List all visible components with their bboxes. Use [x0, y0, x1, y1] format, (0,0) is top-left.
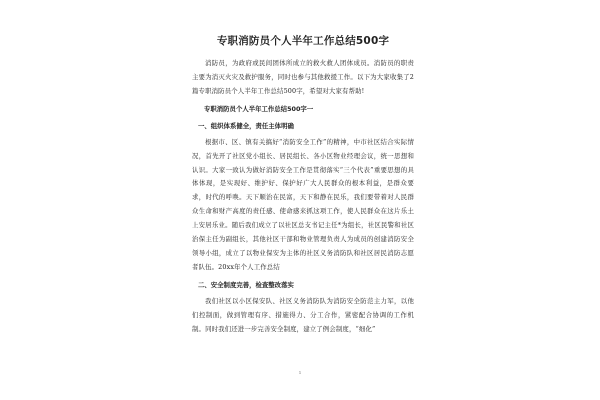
section-paragraph: 根据市、区、镇有关搞好“消防安全工作”的精神，中市社区结合实际情况，首先开了社区党小组长、居民组长、各小区物业经理会议，统一思想和认识。大家一致认为做好消防安全工作是贯彻落实“三个代表”重要思想的具体体现，是实现好、维护好、保护好广大人民群众的根本利益，是群众要求，时代的呼唤。天下顺治在民富，天下和静在民乐，我们要带着对人民群众生命和财产高度的责任感、使命感来抓这项工作，使人民群众在这片乐土上安居乐业。随后我们成立了以社区总支书记主任*为组长，社区民警和社区治保主任为副组长，其他社区干部和物业管理负责人为成员的创建消防安全领导小组，成立了以物业保安为主体的社区义务消防队和社区居民消防志愿者队伍。20xx年个人工作总结: [192, 137, 414, 271]
section-heading: 一、组织体系健全，责任主体明确: [198, 121, 294, 130]
document-title: 专职消防员个人半年工作总结500字: [216, 35, 390, 47]
document-content: [192, 34, 414, 337]
intro-paragraph: 消防员，为政府或民间团体所成立的救火救人团体成员。消防员的职责主要为消灭火灾及救护服务，同时也参与其他救援工作。以下为大家收集了2篇专职消防员个人半年工作总结500字，希望对大家有帮助!: [192, 59, 414, 95]
page-number: 1: [298, 370, 302, 375]
section-paragraph: 我们社区以小区保安队、社区义务消防队为消防安全防范主力军，以他们控制面，做到管理有序、措施得力、分工合作，紧密配合协调的工作机制。同时我们还进一步完善安全制度，建立了例会制度，“细化”: [192, 296, 414, 333]
section-heading: 二、安全制度完善，检查整改落实: [198, 280, 294, 289]
document-subtitle: 专职消防员个人半年工作总结500字一: [204, 104, 314, 113]
